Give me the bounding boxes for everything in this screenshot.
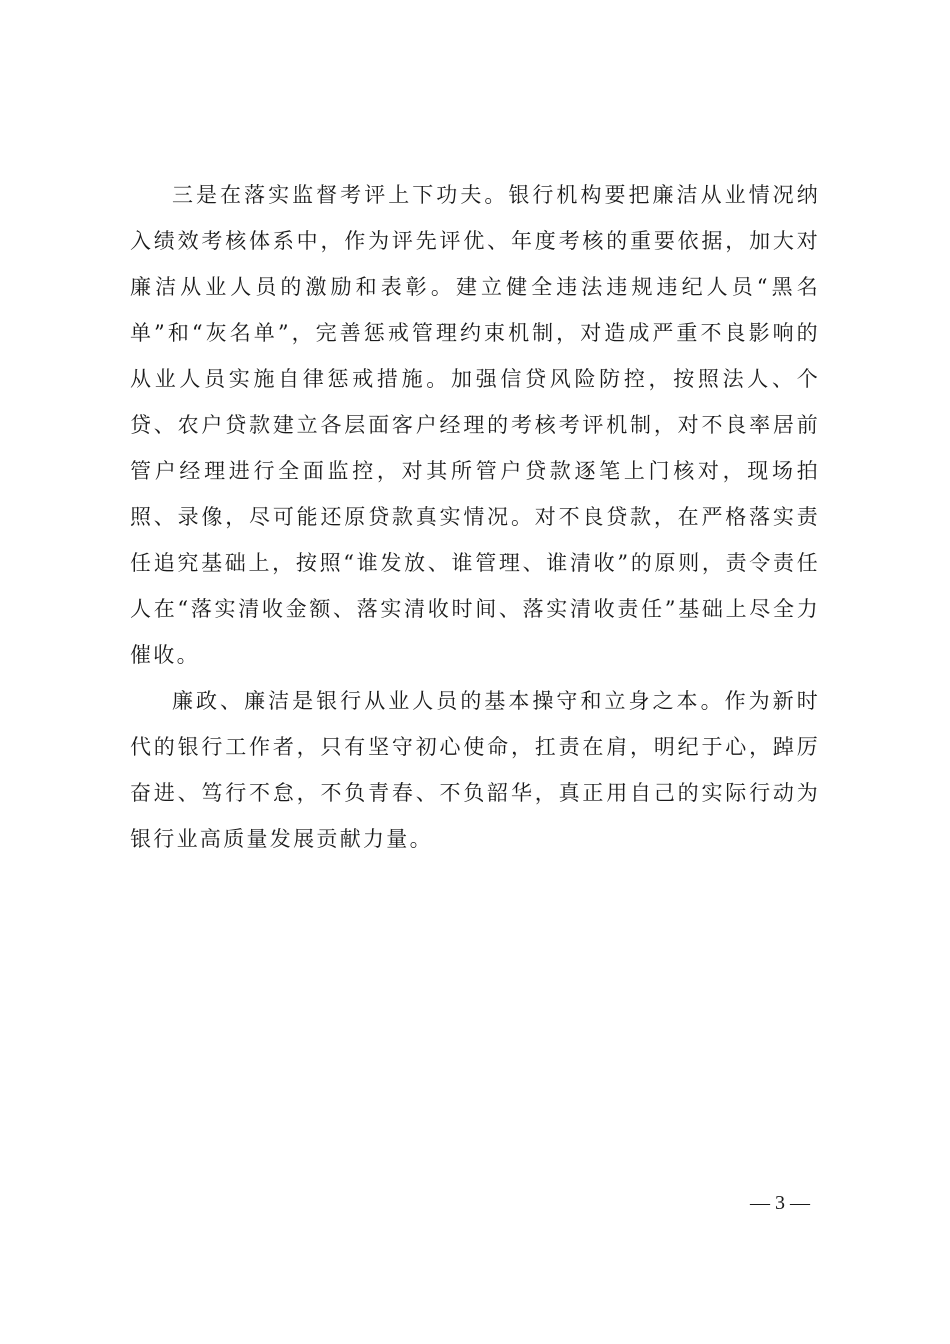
paragraph-supervision-evaluation: 三是在落实监督考评上下功夫。银行机构要把廉洁从业情况纳入绩效考核体系中，作为评先评优、年度考核的重要依据，加大对廉洁从业人员的激励和表彰。建立健全违法违规违纪人员“黑名单”和“灰名单”，完善惩戒管理约束机制，对造成严重不良影响的从业人员实施自律惩戒措施。加强信贷风险防控，按照法人、个贷、农户贷款建立各层面客户经理的考核考评机制，对不良率居前管户经理进行全面监控，对其所管户贷款逐笔上门核对，现场拍照、录像，尽可能还原贷款真实情况。对不良贷款，在严格落实责任追究基础上，按照“谁发放、谁管理、谁清收”的原则，责令责任人在“落实清收金额、落实清收时间、落实清收责任”基础上尽全力催收。: [130, 183, 821, 667]
page-number: — 3 —: [750, 1192, 810, 1214]
paragraph-integrity-conclusion: 廉政、廉洁是银行从业人员的基本操守和立身之本。作为新时代的银行工作者，只有坚守初心使命，扛责在肩，明纪于心，踔厉奋进、笃行不怠，不负青春、不负韶华，真正用自己的实际行动为银行业高质量发展贡献力量。: [130, 689, 820, 851]
document-body: [130, 172, 820, 862]
